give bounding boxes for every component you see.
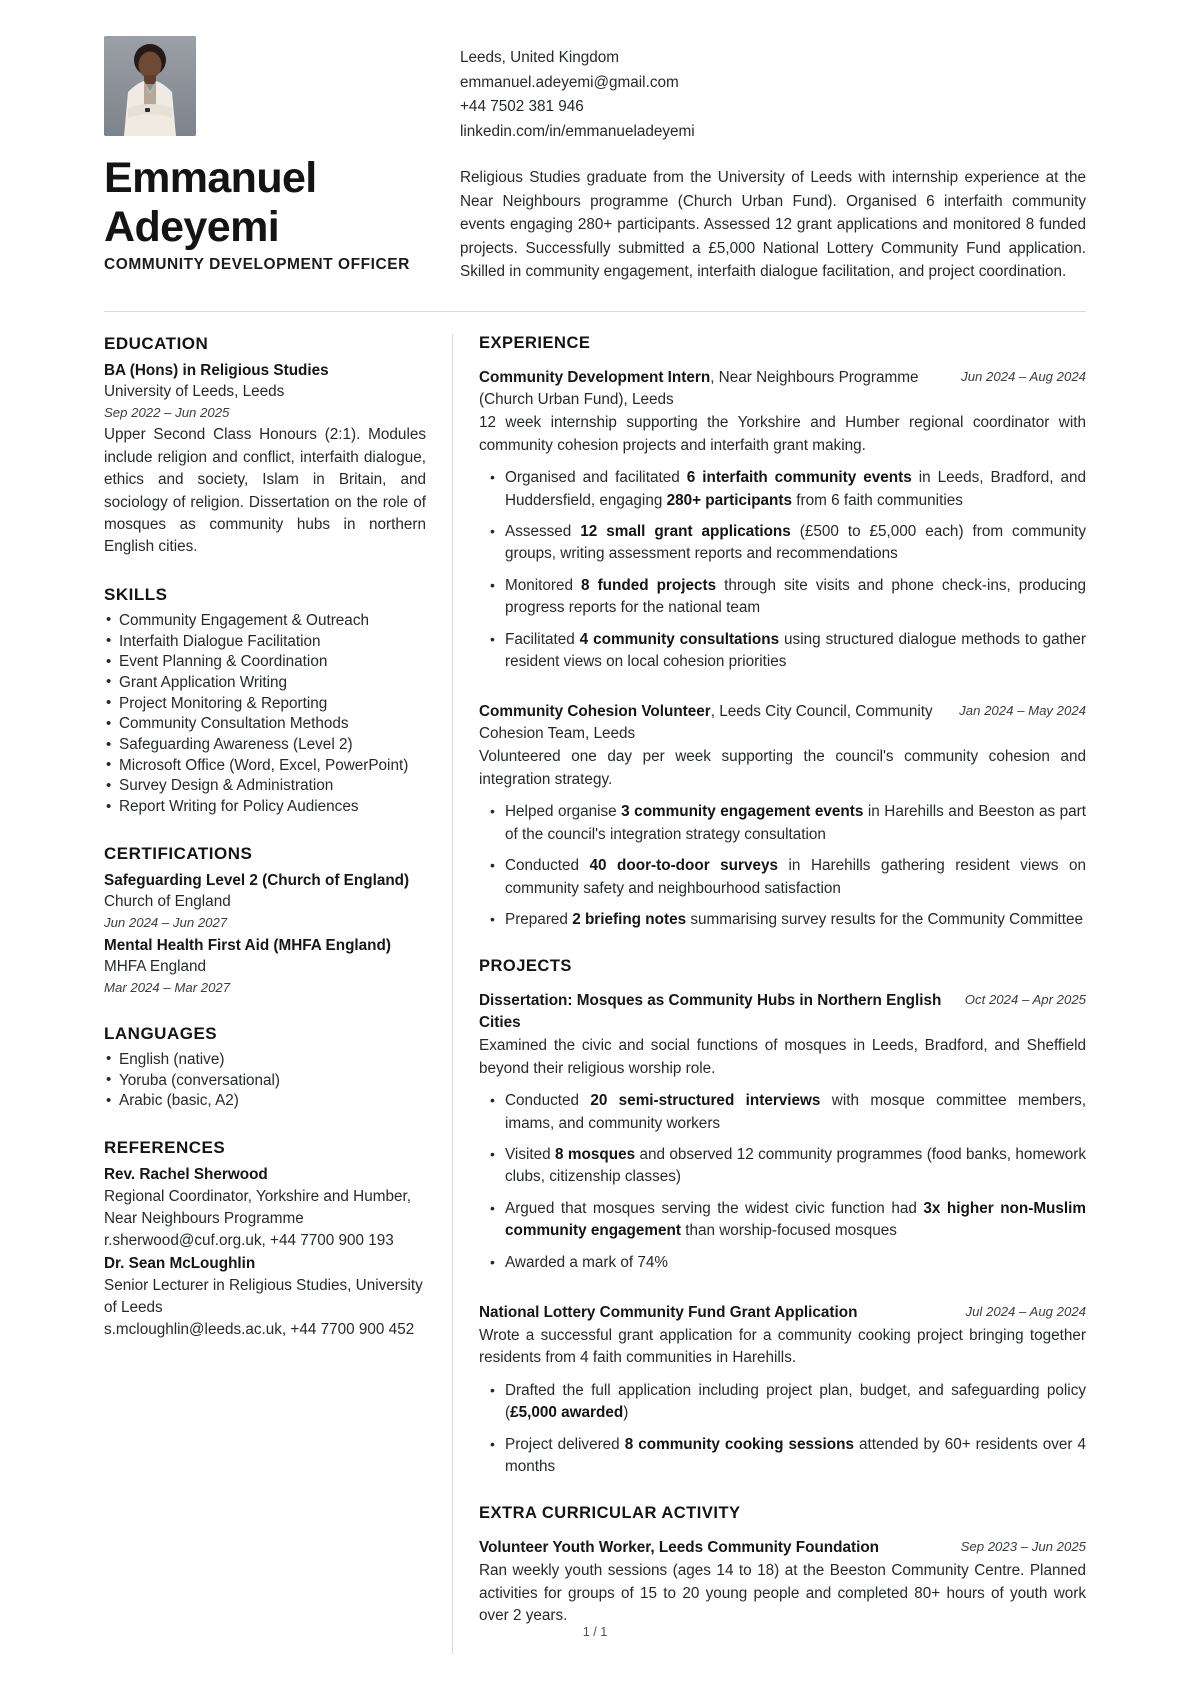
list-item: • Event Planning & Coordination [104, 652, 426, 673]
list-item: • Organised and facilitated 6 interfaith community events in Leeds, Bradford, and Huddersfield, engaging 280+ participants from 6 faith communities [479, 467, 1086, 512]
project-heading [479, 1302, 954, 1324]
certification-name: Safeguarding Level 2 (Church of England) [104, 871, 410, 889]
list-item: • Conducted 20 semi-structured interviews with mosque committee members, imams, and community workers [479, 1090, 1086, 1135]
certification-item [104, 935, 426, 998]
section-title-skills: SKILLS [104, 584, 168, 604]
experience-date: Jun 2024 – Aug 2024 [961, 369, 1086, 385]
extra-curricular-date: Sep 2023 – Jun 2025 [960, 1539, 1086, 1555]
section-experience [479, 334, 1086, 931]
experience-org: , Near Neighbours Programme (Church Urban Fund), Leeds [479, 369, 919, 409]
list-item: • Facilitated 4 community consultations using structured dialogue methods to gather resident views on local cohesion priorities [479, 629, 1086, 674]
certification-item [104, 870, 426, 933]
list-item: • Project delivered 8 community cooking sessions attended by 60+ residents over 4 months [479, 1434, 1086, 1479]
experience-item [479, 367, 1086, 673]
contact-linkedin[interactable]: linkedin.com/in/emmanueladeyemi [460, 122, 695, 140]
experience-role: Community Development Intern [479, 369, 711, 387]
education-degree: BA (Hons) in Religious Studies [104, 362, 329, 380]
list-item: • Yoruba (conversational) [104, 1071, 426, 1092]
section-title-languages: LANGUAGES [104, 1023, 218, 1043]
list-item: • Community Engagement & Outreach [104, 611, 426, 632]
extra-curricular-description: Ran weekly youth sessions (ages 14 to 18) at the Beeston Community Centre. Planned activities for groups of 15 to 20 young people and completed 80+ hours of youth work over 2 years. [479, 1562, 1086, 1625]
right-column [453, 334, 1086, 1653]
spacer [479, 1292, 1086, 1302]
list-item: • Drafted the full application including project plan, budget, and safeguarding policy (£5,000 awarded) [479, 1380, 1086, 1425]
certification-issuer: Church of England [104, 892, 231, 910]
list-item: • Visited 8 mosques and observed 12 community programmes (food banks, homework clubs, citizenship classes) [479, 1144, 1086, 1189]
first-name: Emmanuel [104, 154, 317, 202]
project-date: Jul 2024 – Aug 2024 [965, 1303, 1086, 1319]
list-item: • Assessed 12 small grant applications (£500 to £5,000 each) from community groups, writing assessment reports and recommendations [479, 521, 1086, 566]
section-references [104, 1138, 426, 1341]
reference-name: Dr. Sean McLoughlin [104, 1255, 256, 1273]
skills-list [104, 611, 426, 818]
contact-phone[interactable]: +44 7502 381 946 [460, 98, 584, 116]
section-languages [104, 1024, 426, 1112]
reference-name: Rev. Rachel Sherwood [104, 1165, 268, 1183]
contact-location: Leeds, United Kingdom [460, 49, 620, 66]
resume-body [104, 312, 1086, 1653]
list-item: • Safeguarding Awareness (Level 2) [104, 735, 426, 756]
last-name: Adeyemi [104, 203, 280, 251]
section-title-projects: PROJECTS [479, 957, 572, 976]
education-date: Sep 2022 – Jun 2025 [104, 405, 230, 421]
certification-date: Jun 2024 – Jun 2027 [104, 914, 228, 930]
list-item: • Conducted 40 door-to-door surveys in Harehills gathering resident views on community safety and neighbourhood satisfaction [479, 855, 1086, 900]
page-indicator: 1 / 1 [582, 1625, 608, 1639]
list-item: • Arabic (basic, A2) [104, 1091, 426, 1112]
certification-name: Mental Health First Aid (MHFA England) [104, 936, 391, 954]
header-contact-and-summary [452, 36, 1086, 283]
list-item: • Survey Design & Administration [104, 776, 426, 797]
certification-date: Mar 2024 – Mar 2027 [104, 979, 231, 995]
section-title-certifications: CERTIFICATIONS [104, 843, 253, 863]
extra-curricular-role: Volunteer Youth Worker, Leeds Community Foundation [479, 1539, 880, 1557]
experience-description: Volunteered one day per week supporting the council's community cohesion and integration strategy. [479, 748, 1086, 788]
languages-list [104, 1050, 426, 1112]
list-item: • Argued that mosques serving the widest civic function had 3x higher non-Muslim community engagement than worship-focused mosques [479, 1198, 1086, 1243]
list-item: • Prepared 2 briefing notes summarising survey results for the Community Committee [479, 909, 1086, 931]
list-item: • Report Writing for Policy Audiences [104, 797, 426, 818]
section-extra-curricular [479, 1504, 1086, 1627]
section-title-experience: EXPERIENCE [479, 334, 591, 353]
section-skills [104, 585, 426, 818]
section-title-references: REFERENCES [104, 1137, 226, 1157]
list-item: • Monitored 8 funded projects through site visits and phone check-ins, producing progress reports for the national team [479, 575, 1086, 620]
project-item [479, 1302, 1086, 1478]
project-bullets [479, 1380, 1086, 1479]
reference-position: Regional Coordinator, Yorkshire and Humber, Near Neighbours Programme [104, 1187, 411, 1227]
project-role: Dissertation: Mosques as Community Hubs in Northern English Cities [479, 992, 942, 1032]
experience-header [479, 701, 1086, 745]
experience-org: , Leeds City Council, Community Cohesion Team, Leeds [479, 703, 933, 743]
experience-date: Jan 2024 – May 2024 [959, 703, 1086, 719]
education-institution: University of Leeds, Leeds [104, 383, 285, 401]
spacer [479, 691, 1086, 701]
section-certifications [104, 844, 426, 998]
list-item: • Microsoft Office (Word, Excel, PowerPoint) [104, 756, 426, 777]
left-column [104, 334, 452, 1653]
reference-item [104, 1253, 426, 1340]
project-role: National Lottery Community Fund Grant Application [479, 1303, 858, 1321]
experience-heading [479, 701, 947, 745]
project-header [479, 990, 1086, 1034]
section-education [104, 334, 426, 558]
reference-item [104, 1164, 426, 1251]
list-item: • Interfaith Dialogue Facilitation [104, 632, 426, 653]
list-item: • English (native) [104, 1050, 426, 1071]
contact-email[interactable]: emmanuel.adeyemi@gmail.com [460, 73, 679, 91]
experience-role: Community Cohesion Volunteer [479, 703, 711, 721]
reference-contact[interactable]: r.sherwood@cuf.org.uk, +44 7700 900 193 [104, 1231, 394, 1249]
experience-header [479, 367, 1086, 411]
list-item: • Helped organise 3 community engagement events in Harehills and Beeston as part of the council's integration strategy consultation [479, 801, 1086, 846]
resume-header [104, 36, 1086, 297]
profile-photo [104, 36, 196, 136]
extra-curricular-item [479, 1537, 1086, 1627]
project-date: Oct 2024 – Apr 2025 [964, 992, 1086, 1008]
certification-issuer: MHFA England [104, 957, 207, 975]
page-title [104, 154, 428, 252]
list-item: • Project Monitoring & Reporting [104, 694, 426, 715]
section-projects [479, 957, 1086, 1478]
reference-position: Senior Lecturer in Religious Studies, University of Leeds [104, 1277, 423, 1317]
extra-curricular-header [479, 1537, 1086, 1559]
header-identity [104, 36, 452, 274]
project-description: Examined the civic and social functions of mosques in Leeds, Bradford, and Sheffield beyond their religious worship role. [479, 1037, 1086, 1077]
experience-description: 12 week internship supporting the Yorkshire and Humber regional coordinator with community cohesion projects and interfaith grant making. [479, 414, 1086, 454]
experience-item [479, 701, 1086, 931]
experience-heading [479, 367, 949, 411]
list-item: • Grant Application Writing [104, 673, 426, 694]
professional-summary: Religious Studies graduate from the University of Leeds with internship experience at the Near Neighbours programme (Church Urban Fund). Organised 6 interfaith community events engaging 280+ participants. Assessed 12 grant applications and monitored 8 funded projects. Successfully submitted a £5,000 National Lottery Community Fund application. Skilled in community engagement, interfaith dialogue facilitation, and project coordination. [460, 169, 1086, 280]
project-heading [479, 990, 953, 1034]
project-bullets [479, 1090, 1086, 1274]
project-header [479, 1302, 1086, 1324]
job-role-subtitle: COMMUNITY DEVELOPMENT OFFICER [104, 256, 410, 273]
experience-bullets [479, 801, 1086, 931]
project-item [479, 990, 1086, 1274]
experience-bullets [479, 467, 1086, 673]
education-description: Upper Second Class Honours (2:1). Modules include religion and conflict, interfaith dialogue, ethics and society, Islam in Britain, and sociology of religion. Dissertation on the role of mosques as community hubs in northern English cities. [104, 426, 426, 556]
list-item: • Awarded a mark of 74% [479, 1252, 1086, 1274]
section-title-extra-curricular: EXTRA CURRICULAR ACTIVITY [479, 1504, 741, 1523]
extra-curricular-heading [479, 1537, 949, 1559]
section-title-education: EDUCATION [104, 334, 209, 354]
list-item: • Community Consultation Methods [104, 714, 426, 735]
project-description: Wrote a successful grant application for a community cooking project bringing together residents from 4 faith communities in Harehills. [479, 1326, 1086, 1367]
reference-contact[interactable]: s.mcloughlin@leeds.ac.uk, +44 7700 900 452 [104, 1320, 415, 1338]
